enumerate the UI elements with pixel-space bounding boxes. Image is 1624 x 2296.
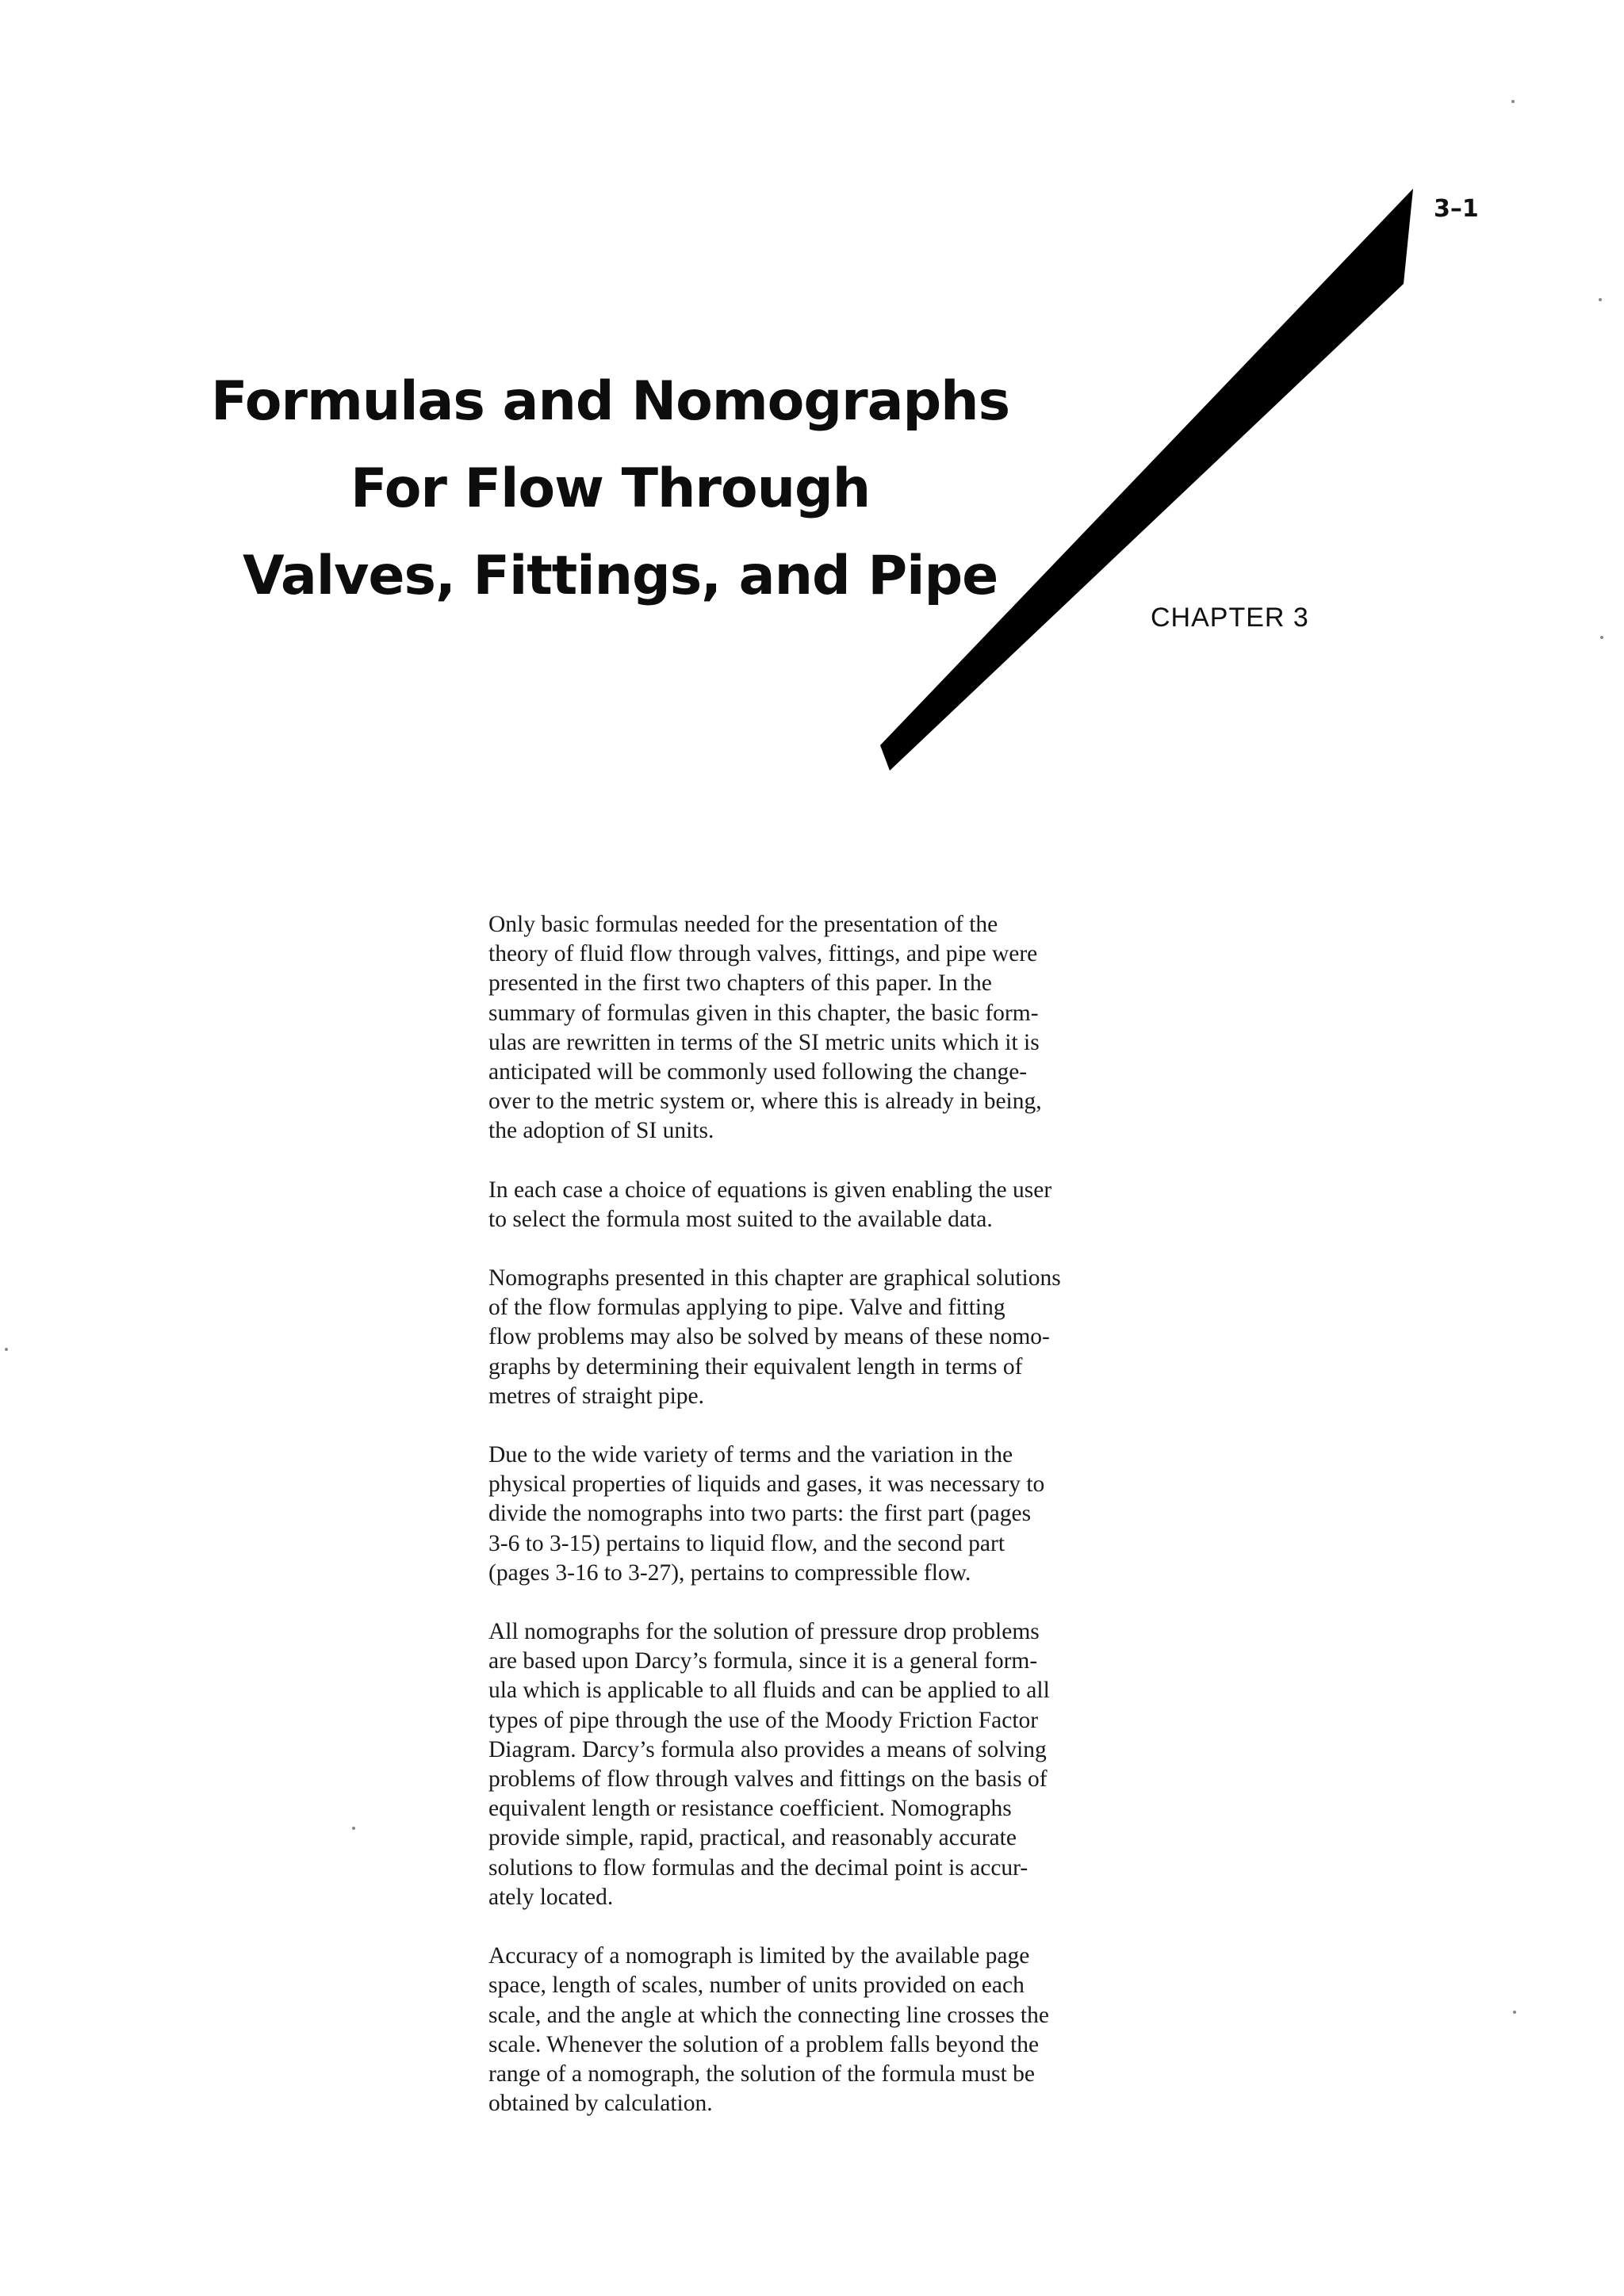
paragraph-intro: Only basic formulas needed for the presentation of the theory of fluid flow through valves, fittings, and pipe were presented in the first two chapters of this paper. In the summary of formulas given in this chapter, the basic form- ulas are rewritten in terms of the SI metric units which it is anticipated will be commonly used following the change- over to the metric system or, where this is already in being, the adoption of SI units. bbox=[488, 912, 1042, 1144]
title-line-1: Formulas and Nomographs bbox=[211, 370, 1010, 433]
body-text bbox=[488, 910, 1156, 2148]
scan-speck bbox=[5, 1348, 8, 1351]
paragraph-accuracy: Accuracy of a nomograph is limited by the available page space, length of scales, number of units provided on each scale, and the angle at which the connecting line crosses the scale. Whenever the solution of a problem falls beyond the range of a nomograph, the solution of the formula must be obtained by calculation. bbox=[488, 1943, 1049, 2117]
scan-speck bbox=[1600, 636, 1603, 639]
chapter-title bbox=[167, 358, 1010, 620]
chapter-label: CHAPTER 3 bbox=[1151, 603, 1309, 633]
scan-speck bbox=[1511, 100, 1515, 103]
paragraph-equations: In each case a choice of equations is given enabling the user to select the formula most suited to the available data. bbox=[488, 1177, 1052, 1232]
scan-speck bbox=[1599, 298, 1602, 301]
paragraph-nomographs: Nomographs presented in this chapter are graphical solutions of the flow formulas applying to pipe. Valve and fitting flow problems may also be solved by means of these nomo- graphs by determining their equivalent length in terms of metres of straight pipe. bbox=[488, 1265, 1061, 1409]
page-number: 3–1 bbox=[1434, 195, 1479, 223]
paragraph-darcy: All nomographs for the solution of pressure drop problems are based upon Darcy’s formula, since it is a general form- ula which is applicable to all fluids and can be applied to all types of pipe through the use of the Moody Friction Factor Diagram. Darcy’s formula also provides a means of solving problems of flow through valves and fittings on the basis of equivalent length or resistance coefficient. Nomographs provide simple, rapid, practical, and reasonably accurate solutions to flow formulas and the decimal point is accur- ately located. bbox=[488, 1619, 1050, 1910]
title-line-3: Valves, Fittings, and Pipe bbox=[243, 545, 998, 607]
paragraph-terms: Due to the wide variety of terms and the variation in the physical properties of liquids and gases, it was necessary to divide the nomographs into two parts: the first part (pages 3-6 to 3-15) pertains to liquid flow, and the second part (pages 3-16 to 3-27), pertains to compressible flow. bbox=[488, 1442, 1045, 1586]
title-line-2: For Flow Through bbox=[350, 457, 871, 520]
scan-speck bbox=[352, 1827, 355, 1830]
scan-speck bbox=[1513, 2011, 1516, 2014]
